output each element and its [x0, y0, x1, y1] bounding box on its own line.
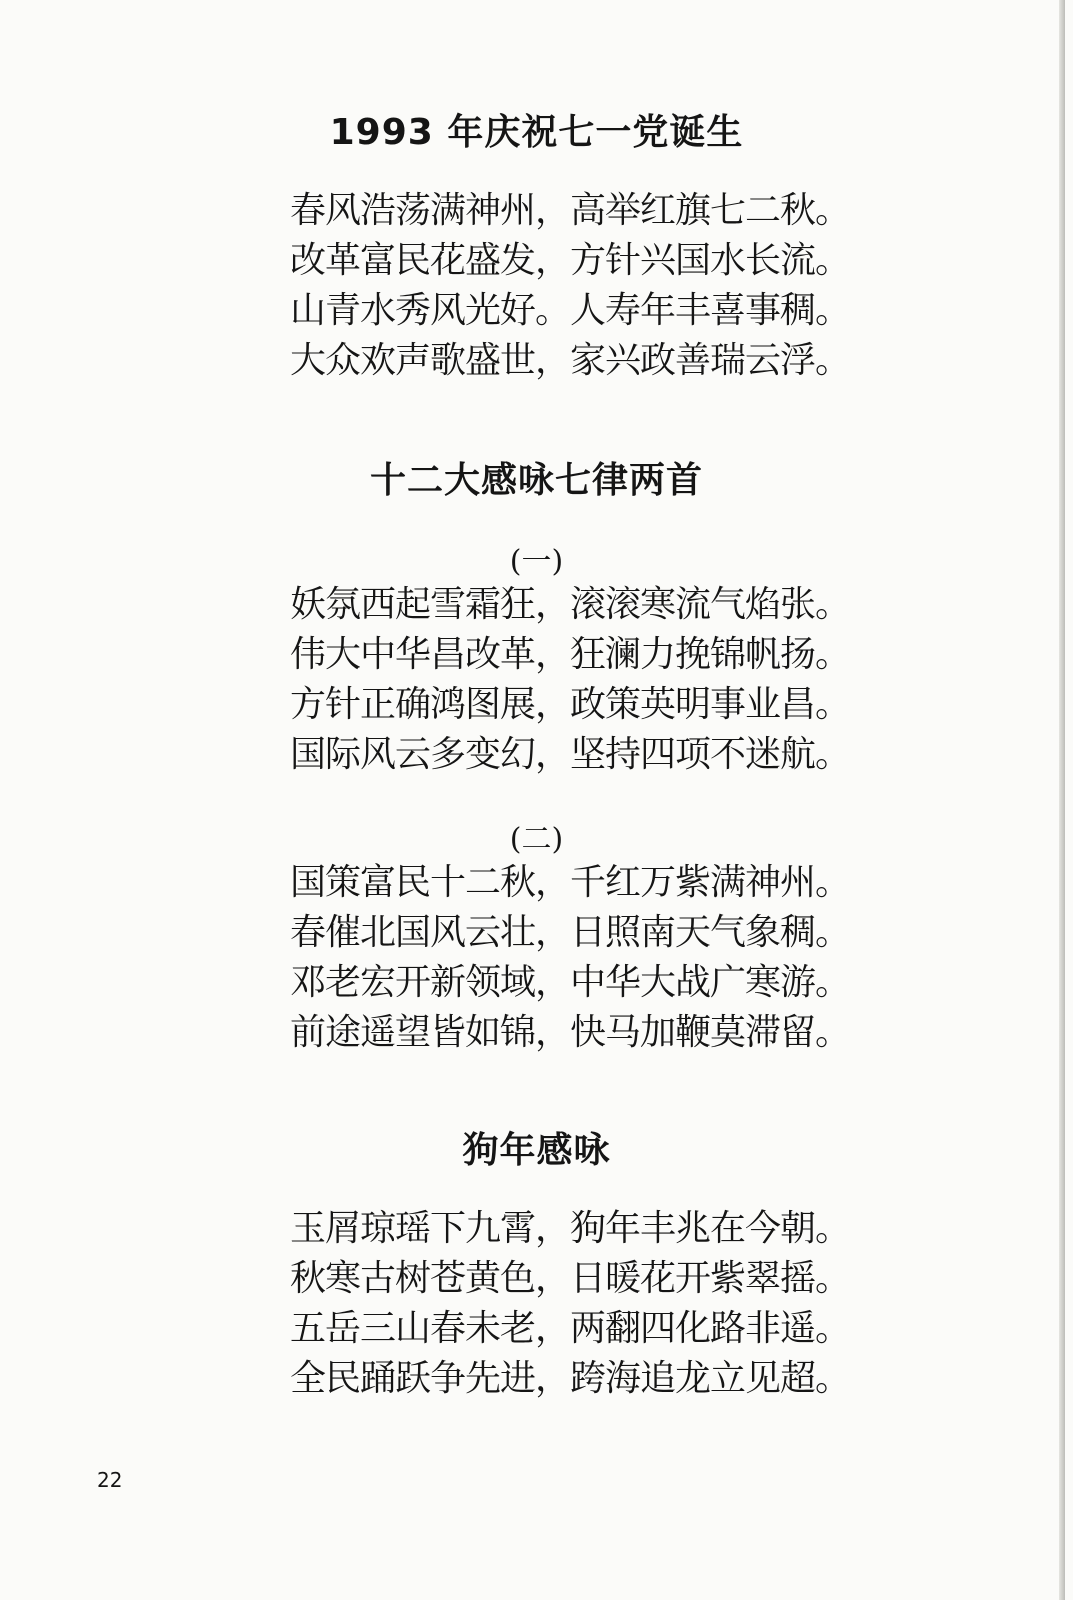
poem-body — [290, 186, 850, 386]
poem-line: 邓老宏开新领域，中华大战广寒游。 — [290, 962, 851, 1003]
poem-line: 方针正确鸿图展，政策英明事业昌。 — [290, 684, 851, 725]
poem-line: 大众欢声歌盛世，家兴政善瑞云浮。 — [290, 340, 851, 381]
poem-line: 春催北国风云壮，日照南天气象稠。 — [290, 912, 851, 953]
page-number: 22 — [97, 1468, 123, 1492]
poem-line: 伟大中华昌改革，狂澜力挽锦帆扬。 — [290, 634, 851, 675]
poem-body — [290, 580, 850, 780]
poem-title: 十二大感咏七律两首 — [369, 460, 703, 501]
poem-line: 秋寒古树苍黄色，日暖花开紫翠摇。 — [290, 1258, 851, 1299]
poem-line: 前途遥望皆如锦，快马加鞭莫滞留。 — [290, 1012, 851, 1053]
page-edge-shadow — [1059, 0, 1065, 1600]
poem-line: 五岳三山春未老，两翻四化路非遥。 — [290, 1308, 851, 1349]
poem-line: 改革富民花盛发，方针兴国水长流。 — [290, 240, 851, 281]
poem-line: 全民踊跃争先进，跨海追龙立见超。 — [290, 1358, 851, 1399]
poem-title: 狗年感咏 — [462, 1130, 611, 1171]
poem-line: 国际风云多变幻，坚持四项不迷航。 — [290, 734, 851, 775]
poem-body — [290, 858, 850, 1058]
poem-title: 1993 年庆祝七一党诞生 — [329, 112, 744, 153]
section-label: (一) — [509, 544, 564, 579]
poem-line: 山青水秀风光好。人寿年丰喜事稠。 — [290, 290, 851, 331]
section-label: (二) — [509, 822, 564, 857]
poem-line: 国策富民十二秋，千红万紫满神州。 — [290, 862, 851, 903]
poem-line: 春风浩荡满神州，高举红旗七二秋。 — [290, 190, 851, 231]
poem-body — [290, 1204, 850, 1404]
poem-line: 妖氛西起雪霜狂，滚滚寒流气焰张。 — [290, 584, 851, 625]
poem-line: 玉屑琼瑶下九霄，狗年丰兆在今朝。 — [290, 1208, 851, 1249]
